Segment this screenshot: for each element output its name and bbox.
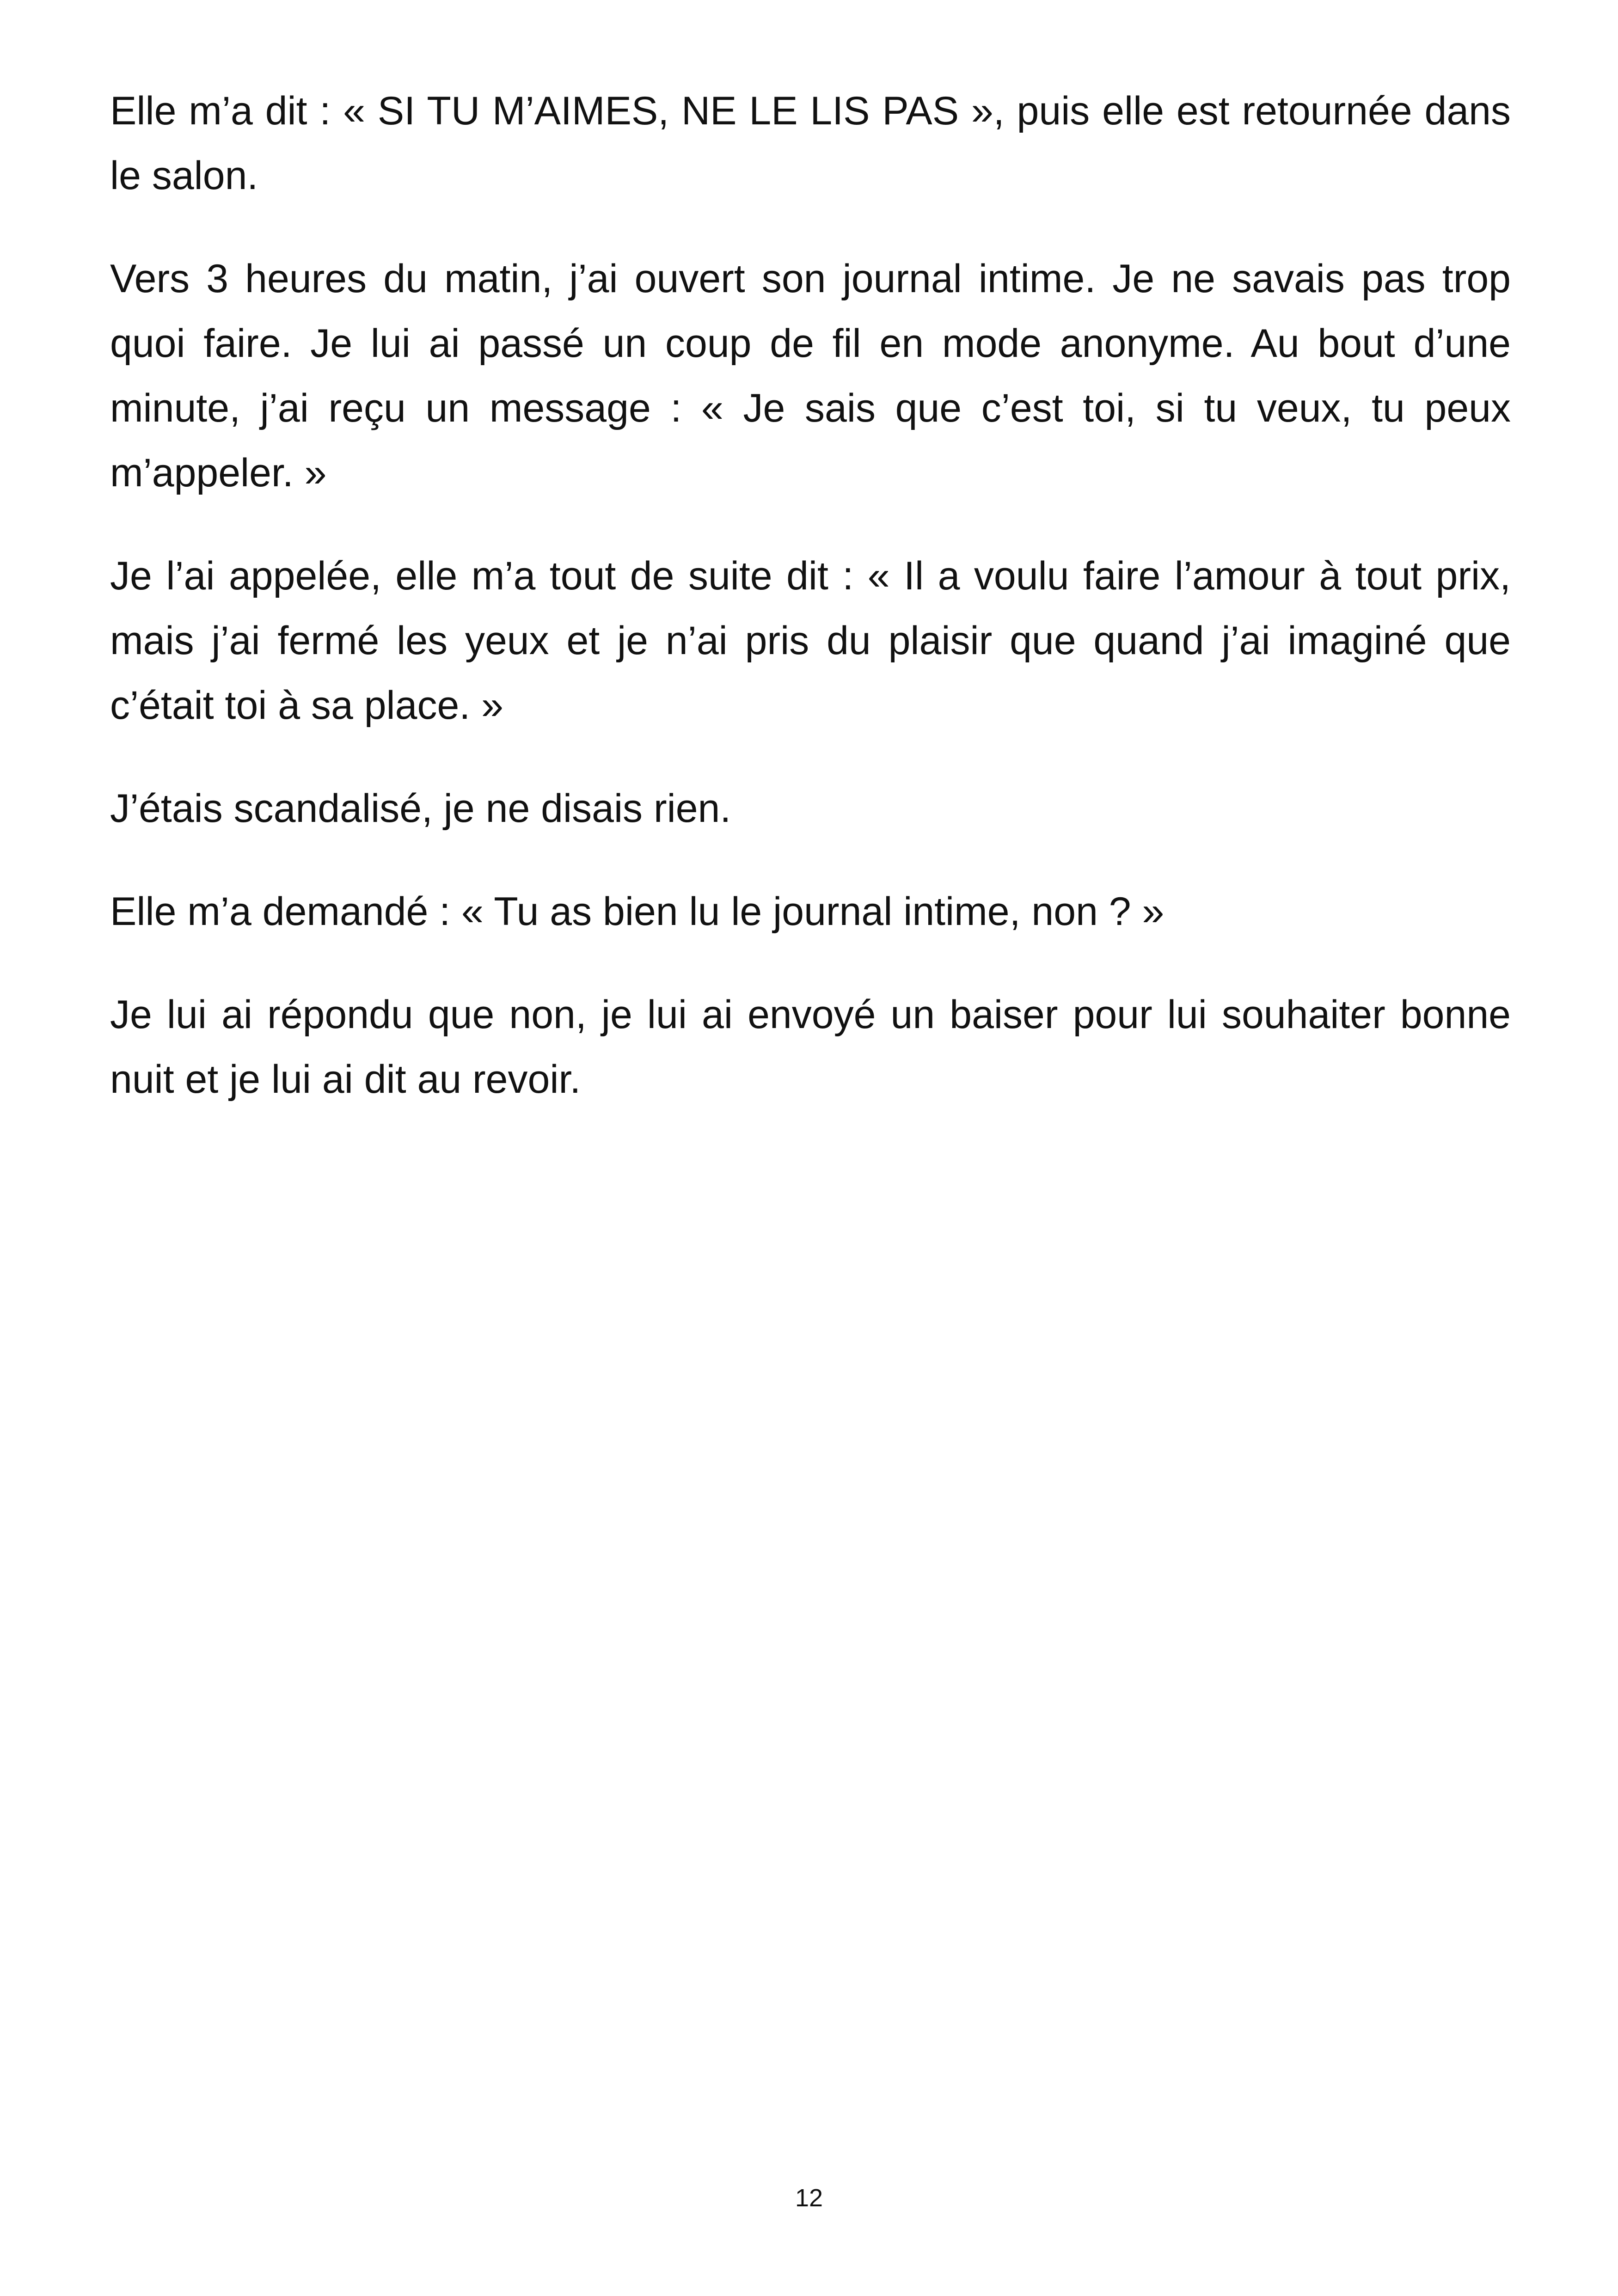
paragraph: Elle m’a demandé : « Tu as bien lu le journal intime, non ? » bbox=[110, 889, 1164, 934]
paragraph: Vers 3 heures du matin, j’ai ouvert son journal intime. Je ne savais pas trop quoi faire. Je lui ai passé un coup de fil en mode anonyme. Au bout d’une minute, j’ai reçu un message : « Je sais que c’est toi, si tu veux, tu peux m’appeler. » bbox=[110, 257, 1511, 495]
page-number: 12 bbox=[795, 2184, 823, 2212]
paragraph: Je lui ai répondu que non, je lui ai envoyé un baiser pour lui souhaiter bonne nuit et je lui ai dit au revoir. bbox=[110, 992, 1511, 1102]
paragraph: Elle m’a dit : « SI TU M’AIMES, NE LE LIS PAS », puis elle est retournée dans le salon. bbox=[110, 89, 1511, 198]
page-body bbox=[110, 79, 1511, 1150]
paragraph: Je l’ai appelée, elle m’a tout de suite dit : « Il a voulu faire l’amour à tout prix, mais j’ai fermé les yeux et je n’ai pris du plaisir que quand j’ai imaginé que c’était toi à sa place. » bbox=[110, 554, 1511, 728]
paragraph: J’étais scandalisé, je ne disais rien. bbox=[110, 786, 731, 831]
